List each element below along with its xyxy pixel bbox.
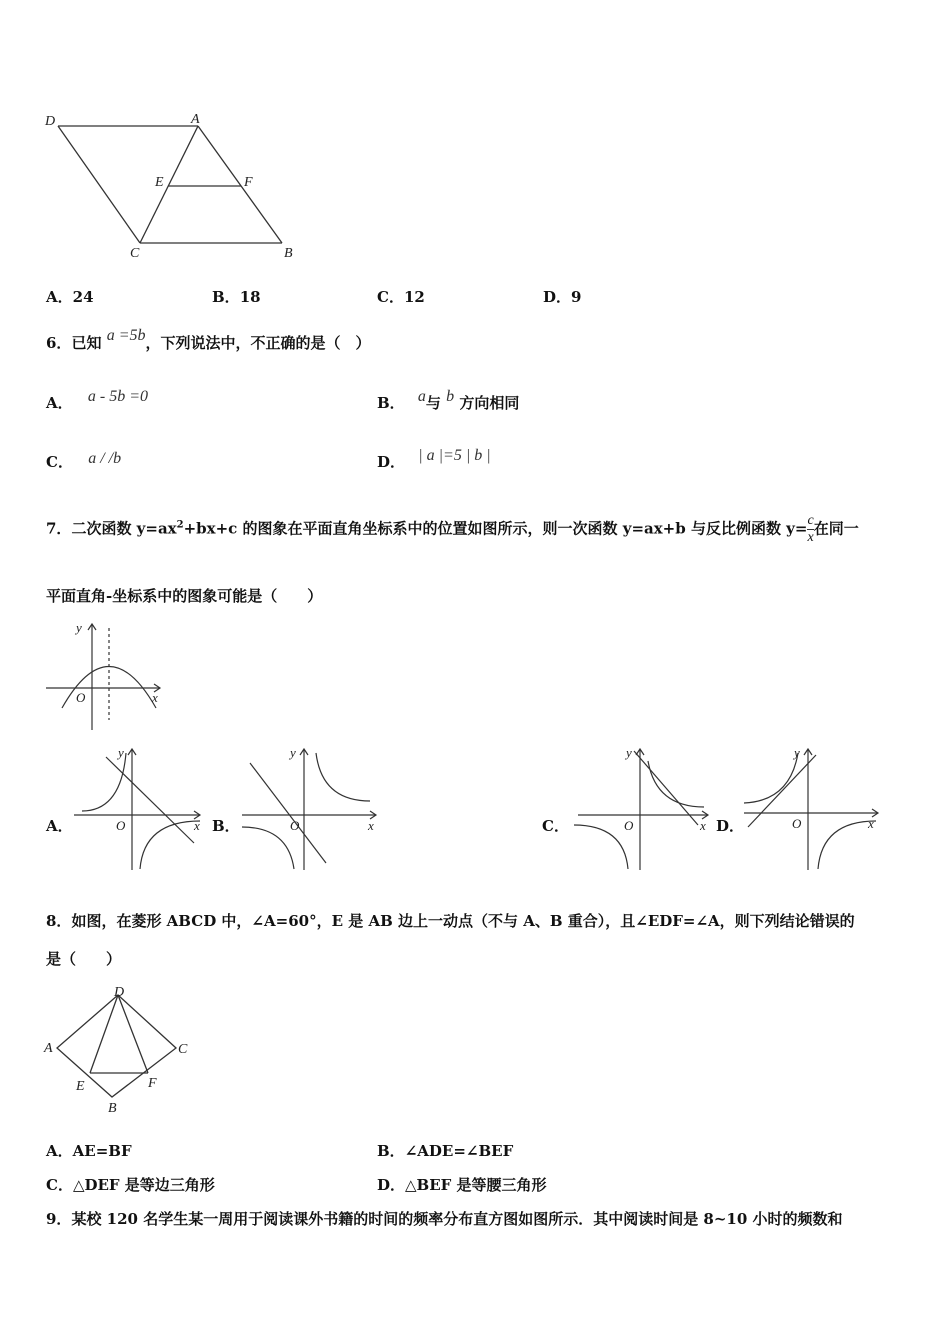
label-C: C (130, 246, 140, 261)
q6-option-c: C． a / /b (46, 450, 122, 471)
q7-option-c-graph (570, 745, 712, 873)
axis-x-label: x (368, 818, 374, 833)
axis-y-label: y (794, 745, 800, 760)
q7-option-d-label: D． (716, 817, 745, 835)
q5-option-b: B．18 (212, 288, 261, 306)
label-F: F (244, 175, 253, 190)
q7-option-a-label: A． (46, 817, 73, 835)
q5-option-a: A．24 (46, 288, 94, 306)
q6-option-d: D． | a |=5 | b | (377, 447, 491, 471)
q8-rhombus-figure (42, 985, 197, 1117)
q8-option-c: C．△DEF 是等边三角形 (46, 1176, 215, 1194)
label-D: D (45, 114, 56, 129)
origin-label: O (290, 818, 300, 833)
axis-x-label: x (194, 818, 200, 833)
q7-stem-line2: 平面直角-坐标系中的图象可能是（ ） (46, 587, 323, 605)
q5-option-d: D．9 (543, 288, 582, 306)
q8-option-a: A．AE=BF (46, 1142, 132, 1160)
axis-y-label: y (118, 745, 124, 760)
axis-x-label: x (700, 818, 706, 833)
q7-option-b-label: B． (212, 817, 240, 835)
origin-label: O (116, 818, 126, 833)
q7-option-b-graph (238, 745, 380, 873)
q5-parallelogram-figure (40, 108, 310, 266)
q6-stem: 6．已知 a =5b，下列说法中，不正确的是（ ） (46, 327, 371, 352)
q7-option-d-graph (740, 745, 882, 873)
label-A: A (191, 112, 200, 127)
q8-stem-line2: 是（ ） (46, 950, 122, 968)
label-E: E (155, 175, 164, 190)
fraction-c-over-x: $\frac{c}{x}$ (807, 513, 814, 545)
label-C: C (178, 1042, 188, 1057)
q8-option-d: D．△BEF 是等腰三角形 (377, 1176, 547, 1194)
q7-option-c-label: C． (542, 817, 569, 835)
label-F: F (148, 1076, 157, 1091)
label-B: B (284, 246, 293, 261)
q7-option-a-graph (66, 745, 206, 873)
label-D: D (114, 985, 125, 1000)
axis-y-label: y (290, 745, 296, 760)
label-A: A (44, 1041, 53, 1056)
q5-option-c: C．12 (377, 288, 425, 306)
origin-label: O (792, 816, 802, 831)
q8-option-b: B．∠ADE=∠BEF (377, 1142, 514, 1160)
q7-parabola-figure (44, 620, 164, 732)
axis-y-label: y (626, 745, 632, 760)
q8-stem-line1: 8．如图，在菱形 ABCD 中，∠A=60°，E 是 AB 边上一动点（不与 A、B 重合），且∠EDF=∠A，则下列结论错误的 (46, 912, 855, 930)
axis-y-label: y (76, 620, 82, 635)
q7-stem-line1: 7．二次函数 $y=ax^2+bx+c$ 的图象在平面直角坐标系中的位置如图所示，则一次函数 y=ax+b 与反比例函数 y= $\frac{c}{x}$ 在同一 (46, 513, 859, 545)
label-E: E (76, 1079, 85, 1094)
origin-label: O (76, 690, 86, 705)
axis-x-label: x (868, 816, 874, 831)
q9-stem: 9．某校 120 名学生某一周用于阅读课外书籍的时间的频率分布直方图如图所示．其中阅读时间是 8~10 小时的频数和 (46, 1210, 843, 1228)
label-B: B (108, 1101, 117, 1116)
q6-option-a: A． a - 5b =0 (46, 388, 148, 412)
q6-option-b: B． a与 b 方向相同 (377, 388, 520, 412)
axis-x-label: x (152, 690, 158, 705)
origin-label: O (624, 818, 634, 833)
